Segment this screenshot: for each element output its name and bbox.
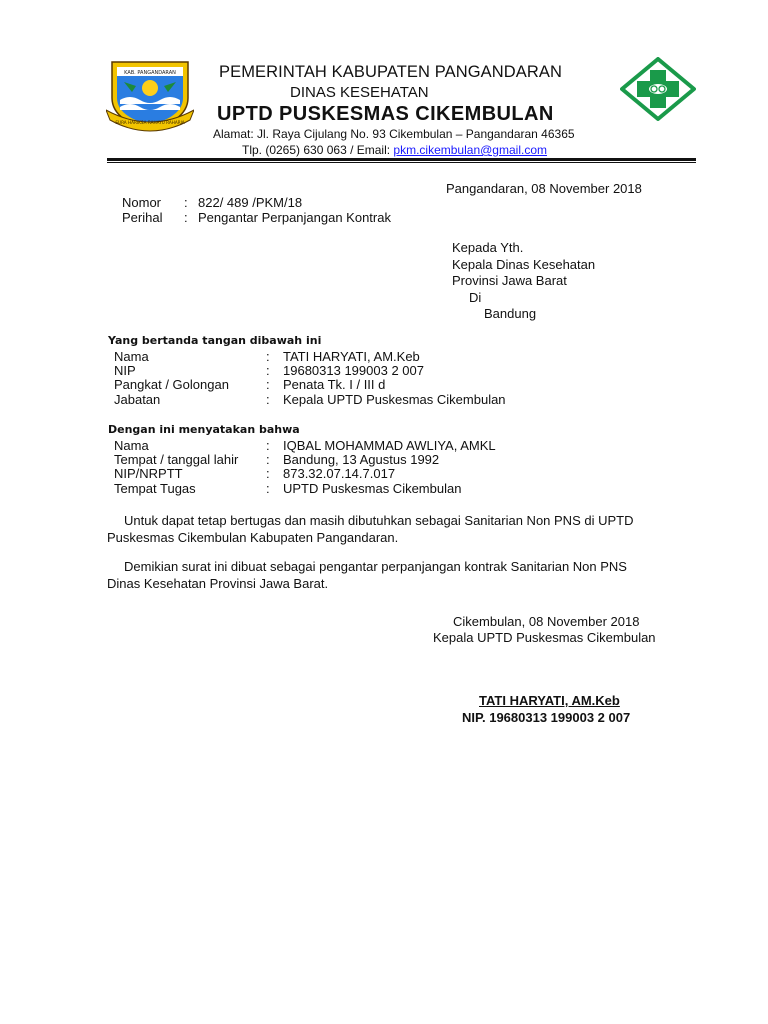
signatory-colon: :: [266, 349, 270, 364]
subject-row: [114, 467, 496, 481]
nomor-colon: :: [184, 195, 188, 210]
signatory-colon: :: [266, 377, 270, 393]
kop-email-link[interactable]: pkm.cikembulan@gmail.com: [393, 143, 547, 157]
body-paragraph-2: [107, 559, 627, 592]
subject-row: [114, 453, 496, 467]
kop-divider-thick: [107, 158, 696, 161]
crest-lettering-bottom: SURA HARIKSA RAHAYU RAHARJA: [115, 120, 185, 125]
body-paragraph-1-line-1: Untuk dapat tetap bertugas dan masih dibutuhkan sebagai Sanitarian Non PNS di UPTD: [124, 513, 634, 528]
letter-place-date: Pangandaran, 08 November 2018: [446, 181, 642, 196]
perihal-colon: :: [184, 210, 188, 225]
signatory-value: 19680313 199003 2 007: [283, 363, 424, 379]
signatory-colon: :: [266, 391, 270, 407]
recipient-line-1: Kepada Yth.: [452, 240, 524, 255]
letter-perihal-row: [122, 210, 391, 225]
subject-label: Nama: [114, 438, 149, 453]
recipient-block: [452, 240, 595, 323]
signatory-value: Penata Tk. I / III d: [283, 377, 386, 393]
subject-row: [114, 482, 496, 496]
subject-label: NIP/NRPTT: [114, 466, 183, 482]
signatory-label: Nama: [114, 349, 149, 364]
signatory-heading: Yang bertanda tangan dibawah ini: [108, 334, 322, 347]
subject-table: [114, 439, 496, 496]
signatory-colon: :: [266, 363, 270, 379]
body-paragraph-2-line-2: Dinas Kesehatan Provinsi Jawa Barat.: [107, 575, 329, 591]
recipient-line-3: Provinsi Jawa Barat: [452, 273, 567, 288]
crest-lettering-top: KAB. PANGANDARAN: [124, 70, 176, 76]
kop-institution-name: UPTD PUSKESMAS CIKEMBULAN: [217, 103, 554, 125]
kop-divider-thin: [107, 162, 696, 163]
recipient-line-4: Di: [469, 289, 482, 305]
recipient-line-2: Kepala Dinas Kesehatan: [452, 256, 596, 272]
closing-place-date: Cikembulan, 08 November 2018: [453, 614, 640, 629]
subject-colon: :: [266, 480, 270, 496]
subject-value: 873.32.07.14.7.017: [283, 466, 396, 482]
subject-colon: :: [266, 438, 270, 453]
letter-nomor-row: [122, 195, 391, 210]
signatory-value: TATI HARYATI, AM.Keb: [283, 349, 420, 364]
subject-label: Tempat / tanggal lahir: [114, 452, 239, 468]
signatory-row: [114, 378, 506, 392]
subject-value: IQBAL MOHAMMAD AWLIYA, AMKL: [283, 438, 496, 453]
signatory-label: Jabatan: [114, 391, 161, 407]
recipient-line-5: Bandung: [484, 306, 537, 321]
signature-nip: NIP. 19680313 199003 2 007: [462, 710, 631, 725]
kabupaten-crest-logo: [106, 58, 194, 132]
signatory-label: NIP: [114, 363, 136, 379]
signatory-row: [114, 393, 506, 407]
body-paragraph-1: [107, 513, 633, 546]
kop-department-name: DINAS KESEHATAN: [290, 84, 429, 101]
signature-name: TATI HARYATI, AM.Keb: [479, 693, 620, 708]
subject-value: UPTD Puskesmas Cikembulan: [283, 480, 462, 496]
crest-icon: [106, 58, 194, 132]
subject-label: Tempat Tugas: [114, 480, 196, 496]
body-paragraph-2-line-1: Demikian surat ini dibuat sebagai pengantar perpanjangan kontrak Sanitarian Non PNS: [124, 559, 627, 574]
perihal-label: Perihal: [122, 210, 163, 225]
letter-meta: [122, 195, 391, 225]
perihal-value: Pengantar Perpanjangan Kontrak: [198, 210, 391, 225]
subject-row: [114, 439, 496, 453]
closing-position: Kepala UPTD Puskesmas Cikembulan: [433, 630, 656, 645]
body-paragraph-1-line-2: Puskesmas Cikembulan Kabupaten Pangandaran.: [107, 529, 399, 545]
kop-address: Alamat: Jl. Raya Cijulang No. 93 Cikembulan – Pangandaran 46365: [213, 127, 575, 141]
signatory-value: Kepala UPTD Puskesmas Cikembulan: [283, 391, 506, 407]
subject-colon: :: [266, 466, 270, 482]
signatory-label: Pangkat / Golongan: [114, 377, 229, 393]
nomor-label: Nomor: [122, 195, 162, 210]
subject-value: Bandung, 13 Agustus 1992: [283, 452, 440, 468]
signatory-table: [114, 350, 506, 407]
kop-contact: [242, 143, 547, 157]
signatory-row: [114, 364, 506, 378]
health-cross-icon: [620, 57, 696, 121]
subject-colon: :: [266, 452, 270, 468]
kop-government-name: PEMERINTAH KABUPATEN PANGANDARAN: [219, 63, 563, 81]
kop-phone: Tlp. (0265) 630 063 / Email:: [242, 143, 394, 157]
puskesmas-logo: [620, 57, 696, 121]
subject-heading: Dengan ini menyatakan bahwa: [108, 423, 300, 436]
nomor-value: 822/ 489 /PKM/18: [198, 195, 303, 210]
signatory-row: [114, 350, 506, 364]
